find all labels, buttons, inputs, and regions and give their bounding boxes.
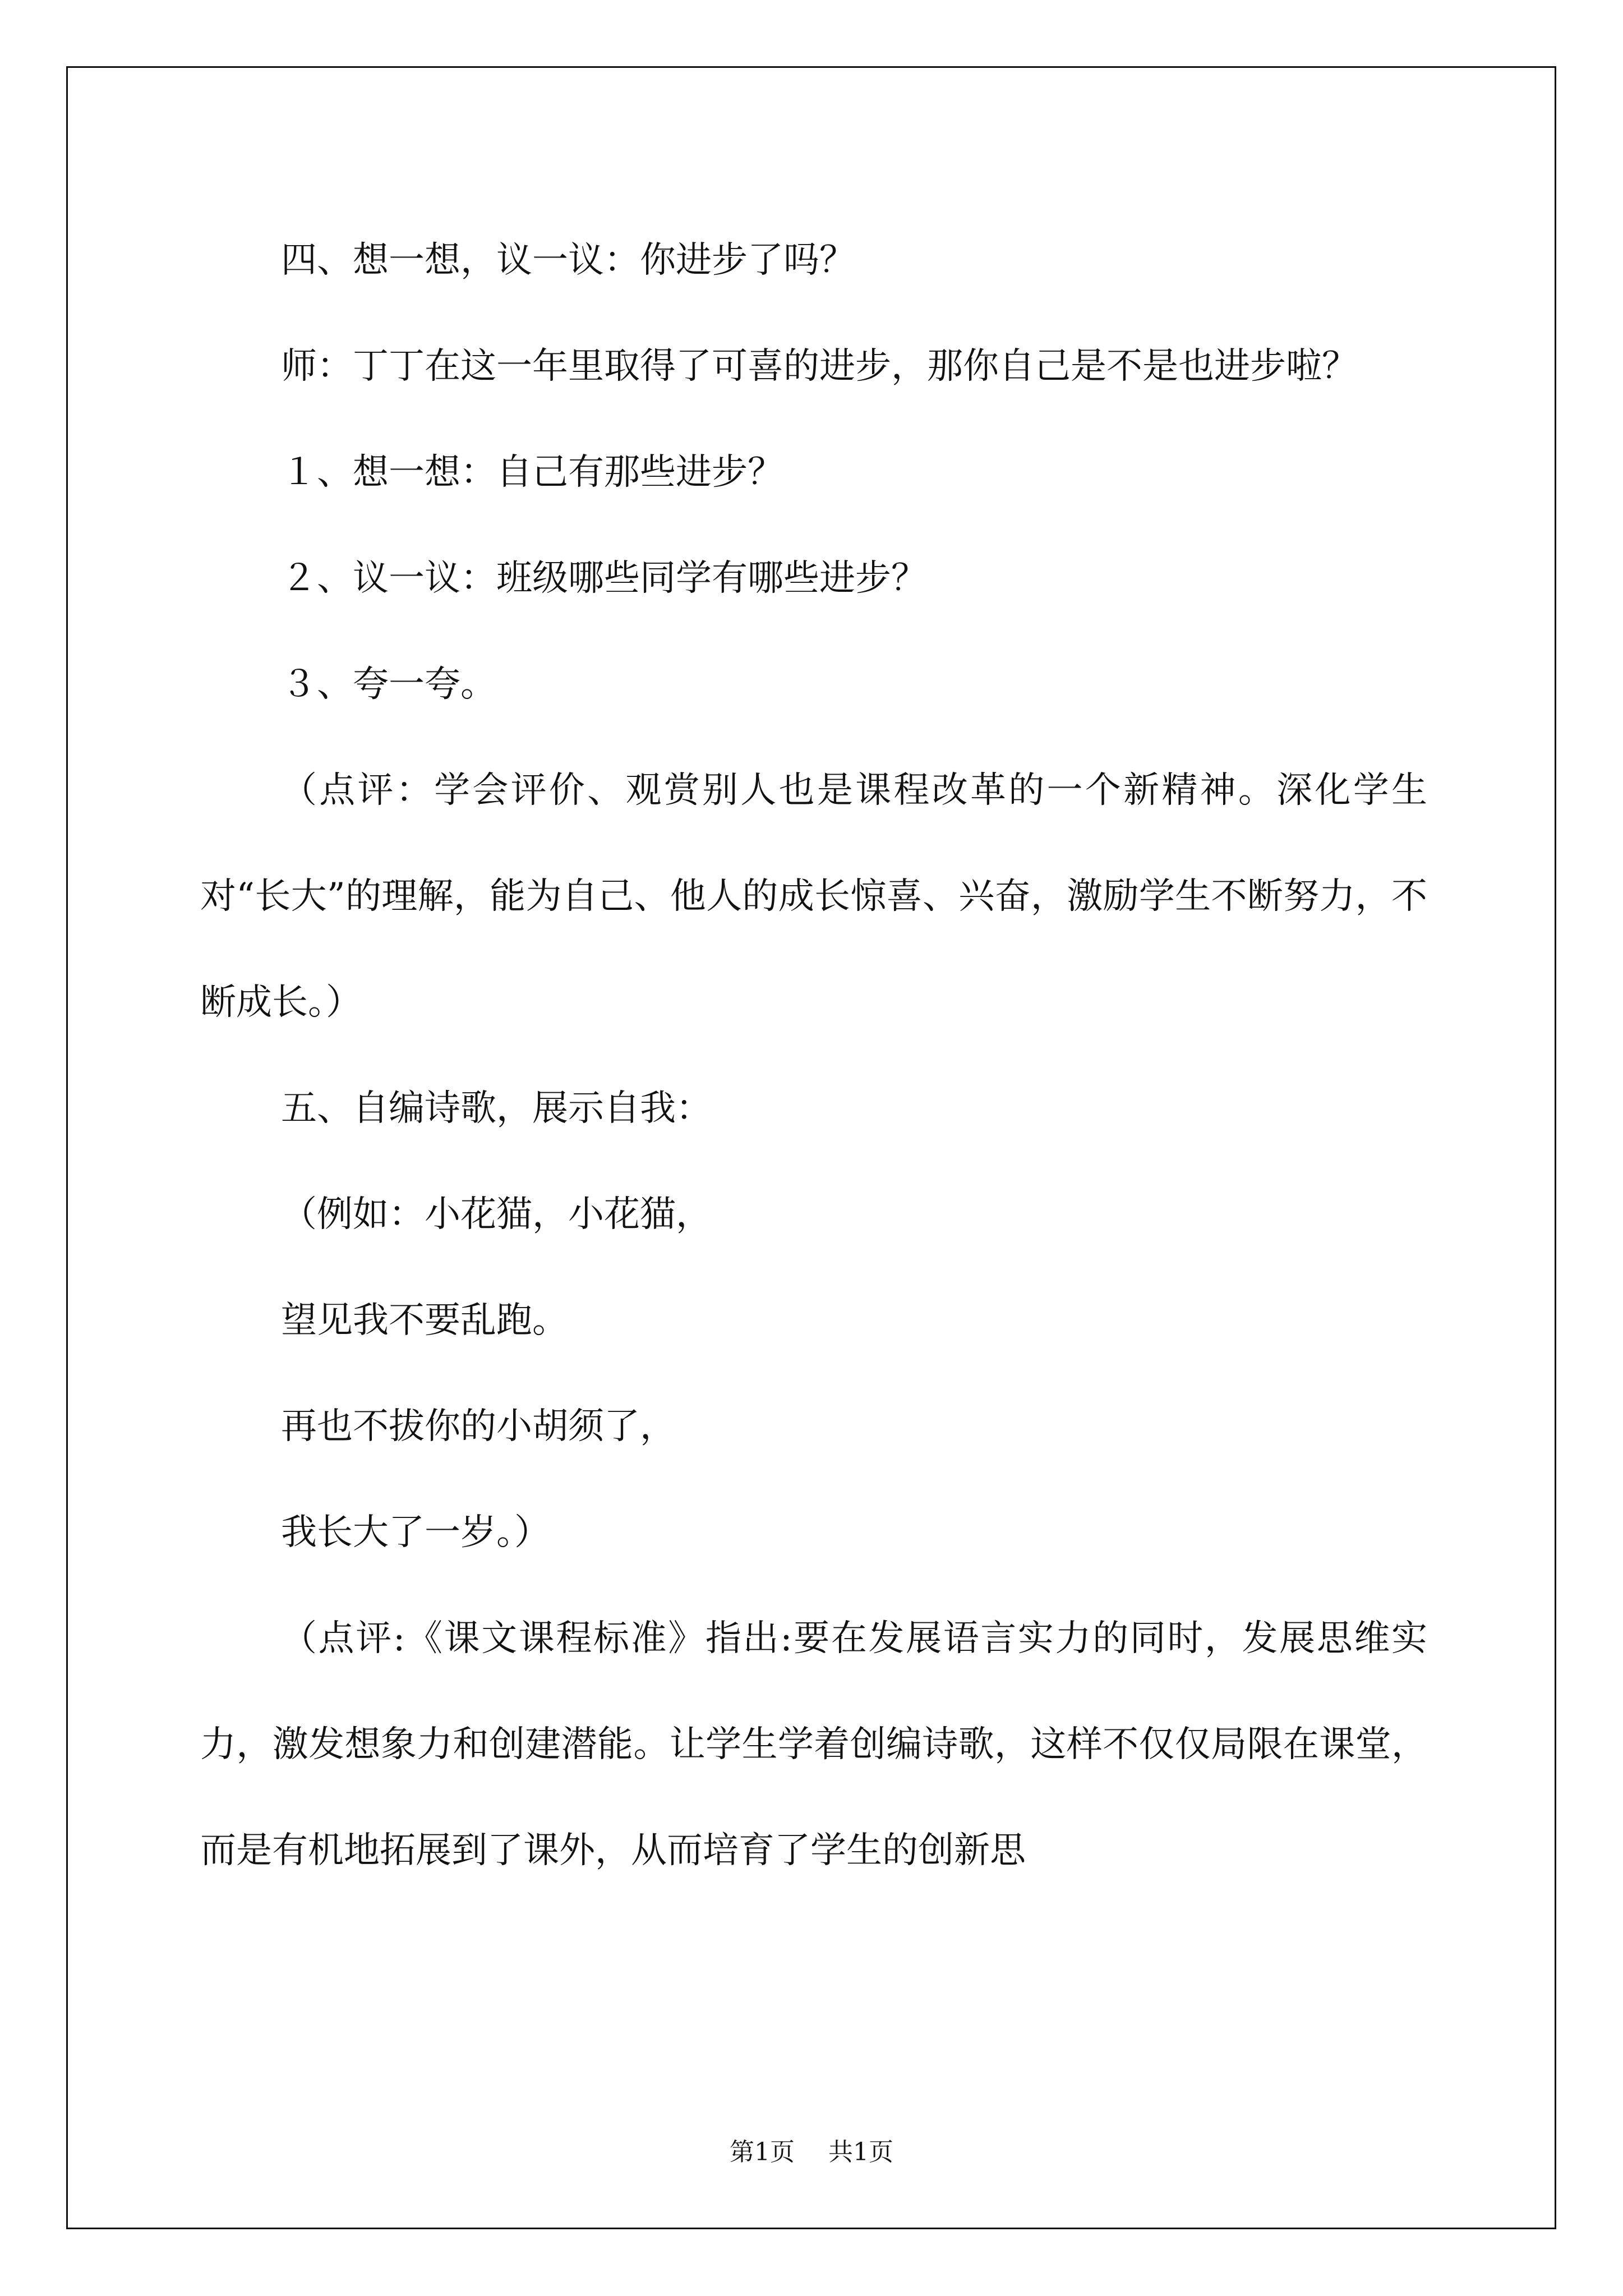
page-number: 第1页 [730,2138,795,2166]
poem-line-2: 望见我不要乱跑。 [281,1300,568,1341]
paragraph-heading-five: 五、自编诗歌，展示自我： [281,1088,712,1129]
poem-line-4: 我长大了一岁。） [281,1512,550,1553]
paragraph-item-3: ３、夸一夸。 [281,664,496,705]
paragraph-comment-1: （点评：学会评价、观赏别人也是课程改革的一个新精神。深化学生对“长大”的理解，能为自己、他人的成长惊喜、兴奋，激励学生不断努力，不断成长。） [200,770,1427,1023]
document-body [200,208,1427,1904]
poem-line-1: （例如：小花猫，小花猫， [281,1194,712,1235]
page-footer [0,2132,1623,2168]
paragraph-teacher-question: 师：丁丁在这一年里取得了可喜的进步，那你自己是不是也进步啦？ [281,346,1358,387]
paragraph-heading-four: 四、想一想，议一议：你进步了吗？ [281,240,855,281]
paragraph-item-1: １、想一想：自己有那些进步？ [281,452,783,493]
page-total: 共1页 [828,2138,893,2166]
paragraph-item-2: ２、议一议：班级哪些同学有哪些进步？ [281,558,927,599]
paragraph-comment-2: （点评:《课文课程标准》指出:要在发展语言实力的同时，发展思维实力，激发想象力和创建潜能。让学生学着创编诗歌，这样不仅仅局限在课堂，而是有机地拓展到了课外，从而培育了学生的创新思 [200,1618,1427,1871]
poem-line-3: 再也不拔你的小胡须了， [281,1406,676,1447]
